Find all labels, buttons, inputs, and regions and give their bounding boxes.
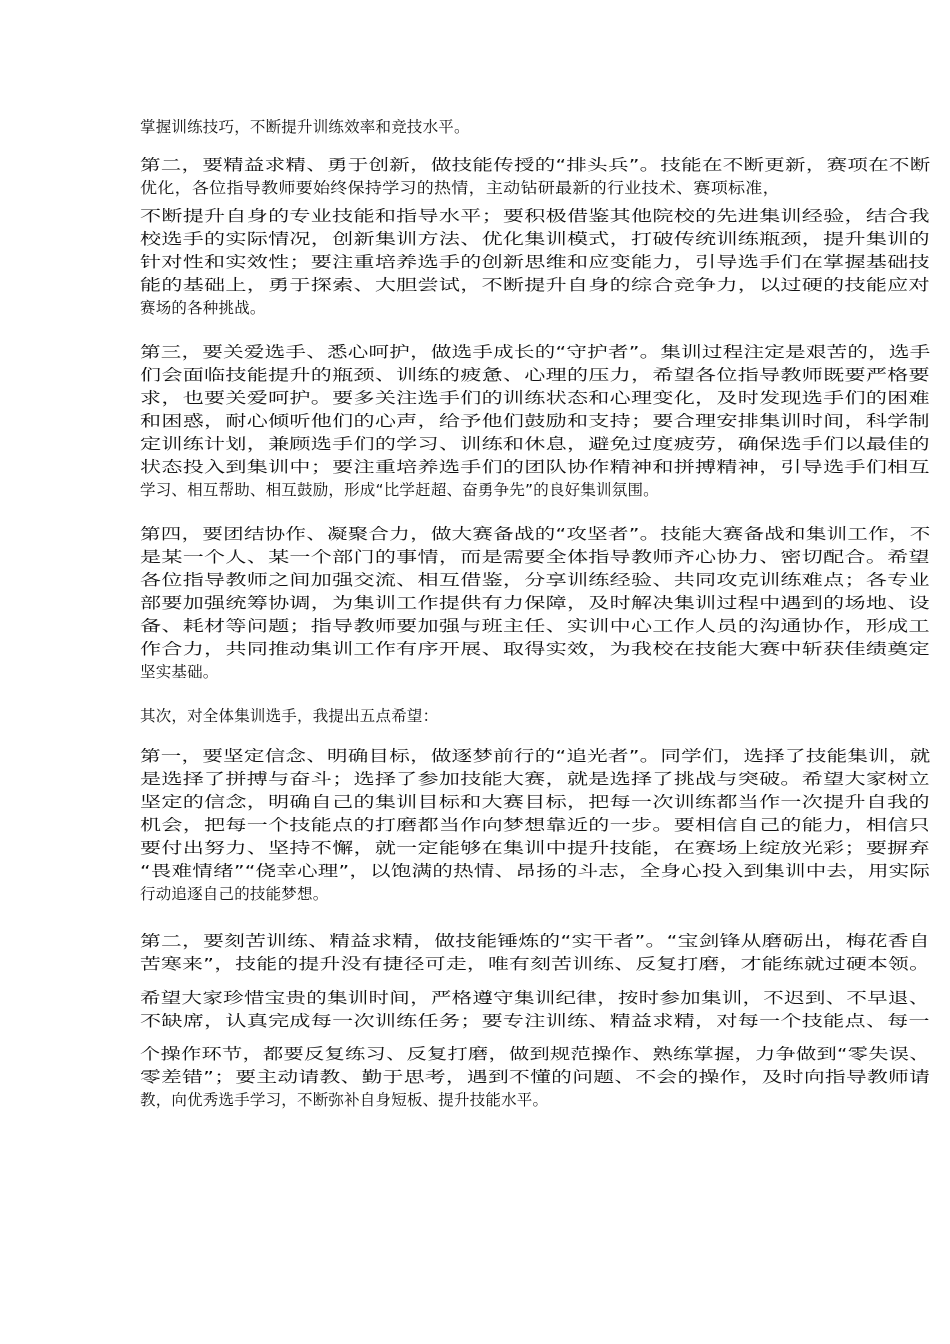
- text-line: 作合力，共同推动集训工作有序开展、取得实效，为我校在技能大赛中斩获佳绩奠定: [140, 640, 930, 658]
- text-line: 优化，各位指导教师要始终保持学习的热情，主动钻研最新的行业技术、赛项标准，: [140, 179, 780, 197]
- text-line: 不断提升自身的专业技能和指导水平；要积极借鉴其他院校的先进集训经验，结合我: [140, 207, 930, 225]
- text-line: 学习、相互帮助、相互鼓励，形成“比学赶超、奋勇争先”的良好集训氛围。: [140, 481, 659, 499]
- text-line: 部要加强统筹协调，为集训工作提供有力保障，及时解决集训过程中遇到的场地、设: [140, 594, 930, 612]
- text-line: 坚实基础。: [140, 663, 219, 681]
- text-line: 校选手的实际情况，创新集训方法、优化集训模式，打破传统训练瓶颈，提升集训的: [140, 230, 930, 248]
- text-line: 第一，要坚定信念、明确目标，做逐梦前行的“追光者”。同学们，选择了技能集训，就: [140, 747, 931, 765]
- text-line: 希望大家珍惜宝贵的集训时间，严格遵守集训纪律，按时参加集训，不迟到、不早退、: [140, 989, 930, 1007]
- text-line: 各位指导教师之间加强交流、相互借鉴，分享训练经验、共同攻克训练难点；各专业: [140, 571, 930, 589]
- text-line: 个操作环节，都要反复练习、反复打磨，做到规范操作、熟练掌握，力争做到“零失误、: [140, 1045, 930, 1063]
- text-line: 其次，对全体集训选手，我提出五点希望：: [140, 707, 439, 725]
- text-line: 苦寒来”，技能的提升没有捷径可走，唯有刻苦训练、反复打磨，才能练就过硬本领。: [140, 955, 931, 973]
- text-line: 赛场的各种挑战。: [140, 299, 266, 317]
- text-line: 教，向优秀选手学习，不断弥补自身短板、提升技能水平。: [140, 1091, 549, 1109]
- text-line: 是选择了拼搏与奋斗；选择了参加技能大赛，就是选择了挑战与突破。希望大家树立: [140, 770, 930, 788]
- text-line: 第二，要精益求精、勇于创新，做技能传授的“排头兵”。技能在不断更新，赛项在不断: [140, 156, 931, 174]
- text-line: 状态投入到集训中；要注重培养选手们的团队协作精神和拼搏精神，引导选手们相互: [140, 458, 930, 476]
- text-line: 针对性和实效性；要注重培养选手的创新思维和应变能力，引导选手们在掌握基础技: [140, 253, 930, 271]
- text-line: 能的基础上，勇于探索、大胆尝试，不断提升自身的综合竞争力，以过硬的技能应对: [140, 276, 930, 294]
- text-line: 是某一个人、某一个部门的事情，而是需要全体指导教师齐心协力、密切配合。希望: [140, 548, 930, 566]
- text-line: 机会，把每一个技能点的打磨都当作向梦想靠近的一步。要相信自己的能力，相信只: [140, 816, 930, 834]
- text-line: 备、耗材等问题；指导教师要加强与班主任、实训中心工作人员的沟通协作，形成工: [140, 617, 930, 635]
- text-line: 第三，要关爱选手、悉心呵护，做选手成长的“守护者”。集训过程注定是艰苦的，选手: [140, 343, 931, 361]
- text-line: 坚定的信念，明确自己的集训目标和大赛目标，把每一次训练都当作一次提升自我的: [140, 793, 930, 811]
- text-line: “畏难情绪”“侥幸心理”，以饱满的热情、昂扬的斗志，全身心投入到集训中去，用实际: [140, 862, 931, 880]
- text-line: 第四，要团结协作、凝聚合力，做大赛备战的“攻坚者”。技能大赛备战和集训工作，不: [140, 525, 931, 543]
- text-line: 第二，要刻苦训练、精益求精，做技能锤炼的“实干者”。“宝剑锋从磨砺出，梅花香自: [140, 932, 930, 950]
- text-line: 求，也要关爱呵护。要多关注选手们的训练状态和心理变化，及时发现选手们的困难: [140, 389, 930, 407]
- text-line: 掌握训练技巧，不断提升训练效率和竞技水平。: [140, 118, 470, 136]
- text-line: 定训练计划，兼顾选手们的学习、训练和休息，避免过度疲劳，确保选手们以最佳的: [140, 435, 930, 453]
- text-line: 行动追逐自己的技能梦想。: [140, 885, 329, 903]
- text-line: 们会面临技能提升的瓶颈、训练的疲惫、心理的压力，希望各位指导教师既要严格要: [140, 366, 930, 384]
- text-line: 要付出努力、坚持不懈，就一定能够在集训中提升技能，在赛场上绽放光彩；要摒弃: [140, 839, 930, 857]
- text-line: 和困惑，耐心倾听他们的心声，给予他们鼓励和支持；要合理安排集训时间，科学制: [140, 412, 930, 430]
- text-line: 不缺席，认真完成每一次训练任务；要专注训练、精益求精，对每一个技能点、每一: [140, 1012, 930, 1030]
- text-line: 零差错”；要主动请教、勤于思考，遇到不懂的问题、不会的操作，及时向指导教师请: [140, 1068, 931, 1086]
